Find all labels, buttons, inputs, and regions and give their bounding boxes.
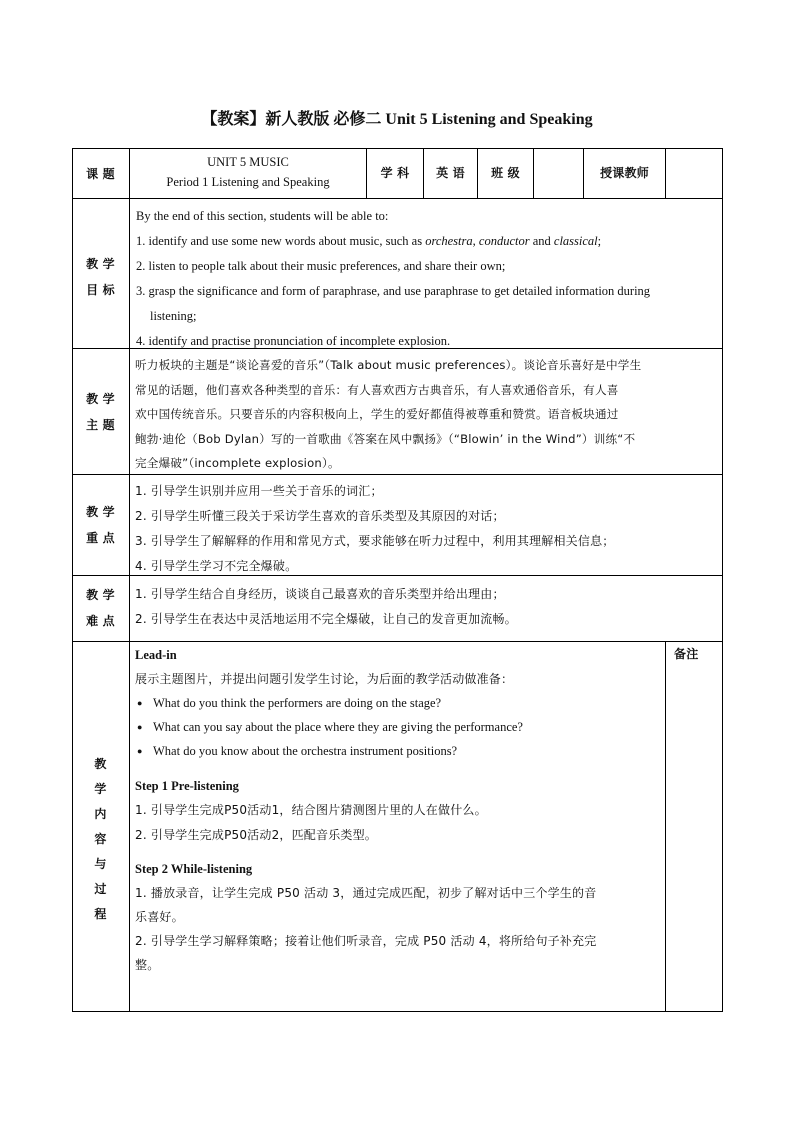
- process-label-char: 教: [94, 757, 107, 771]
- theme-content: [135, 353, 720, 476]
- step2-items: [135, 881, 660, 977]
- process-content: [135, 646, 660, 977]
- column-divider: [665, 148, 666, 198]
- row-divider: [72, 198, 723, 199]
- difficulties-label-1: 教 学: [86, 588, 115, 602]
- objective-item-1: [136, 229, 718, 254]
- key-points-content: [135, 479, 720, 579]
- topic-line-2: Period 1 Listening and Speaking: [166, 175, 330, 189]
- theme-line-5: 完全爆破”（incomplete explosion）。: [135, 456, 340, 470]
- difficulties-label-2: 难 点: [86, 614, 115, 628]
- row-divider: [72, 641, 723, 642]
- theme-line-2: 常见的话题，他们喜欢各种类型的音乐：有人喜欢西方古典音乐，有人喜欢通俗音乐，有人喜: [135, 382, 619, 397]
- difficulty-item: 1. 引导学生结合自身经历，谈谈自己最喜欢的音乐类型并给出理由；: [135, 587, 505, 601]
- key-points-label-2: 重 点: [86, 531, 115, 545]
- key-point-item: 3. 引导学生了解解释的作用和常见方式，要求能够在听力过程中，利用其理解相关信息；: [135, 534, 615, 548]
- keyword-classical: classical: [553, 234, 598, 248]
- objective-item-3b: listening;: [150, 309, 197, 323]
- objectives-label-1: 教 学: [86, 257, 115, 271]
- process-label-char: 容: [94, 832, 107, 846]
- objectives-label-2: 目 标: [86, 283, 115, 297]
- difficulty-item: 2. 引导学生在表达中灵活地运用不完全爆破，让自己的发音更加流畅。: [135, 612, 517, 626]
- question-item: ● What do you know about the orchestra instrument positions?: [135, 739, 660, 763]
- leadin-title: Lead-in: [135, 648, 177, 662]
- separator: ,: [472, 234, 479, 248]
- process-label-char: 学: [94, 782, 107, 796]
- key-point-item: 4. 引导学生学习不完全爆破。: [135, 559, 298, 573]
- topic-value: [130, 152, 366, 192]
- step2-item-2b: 整。: [135, 958, 160, 972]
- theme-line-1: 听力板块的主题是“谈论喜爱的音乐”（Talk about music preferences）。谈论音乐喜好是中学生: [135, 358, 642, 372]
- theme-line-4: 鲍勃·迪伦（Bob Dylan）写的一首歌曲《答案在风中飘扬》（“Blowin’ in the Wind”）训练“不: [135, 431, 636, 446]
- key-point-item: 1. 引导学生识别并应用一些关于音乐的词汇；: [135, 484, 383, 498]
- leadin-description: 展示主题图片，并提出问题引发学生讨论，为后面的教学活动做准备：: [135, 672, 514, 686]
- column-divider: [129, 148, 130, 1012]
- class-label: 班 级: [491, 166, 520, 180]
- step2-item-2a: 2. 引导学生学习解释策略；接着让他们听录音，完成 P50 活动 4，将所给句子补充完: [135, 934, 597, 948]
- topic-line-1: UNIT 5 MUSIC: [207, 155, 289, 169]
- key-points-label-1: 教 学: [86, 505, 115, 519]
- notes-label: 备注: [674, 647, 699, 661]
- process-label-char: 过: [94, 882, 107, 896]
- leadin-questions: [135, 691, 660, 763]
- difficulties-content: [135, 582, 720, 632]
- step2-item-1b: 乐喜好。: [135, 910, 184, 924]
- step1-item: 2. 引导学生完成P50活动2，匹配音乐类型。: [135, 828, 378, 842]
- process-label-char: 程: [94, 907, 107, 921]
- subject-label: 学 科: [380, 166, 410, 180]
- theme-label: [72, 386, 129, 438]
- step1-title: Step 1 Pre-listening: [135, 779, 239, 793]
- step1-items: [135, 798, 660, 848]
- objectives-intro: By the end of this section, students will be able to:: [136, 209, 389, 223]
- objective-item-4: 4. identify and practise pronunciation of incomplete explosion.: [136, 334, 451, 348]
- question-item: ● What can you say about the place where they are giving the performance?: [135, 715, 660, 739]
- question-item: ● What do you think the performers are doing on the stage?: [135, 691, 660, 715]
- objectives-label: [72, 251, 129, 303]
- teacher-label: 授课教师: [600, 166, 649, 180]
- column-divider: [533, 148, 534, 198]
- column-divider: [665, 641, 666, 1012]
- keyword-conductor: conductor: [478, 234, 530, 248]
- objectives-content: [136, 204, 718, 354]
- process-label-char: 内: [94, 807, 107, 821]
- step1-item: 1. 引导学生完成P50活动1，结合图片猜测图片里的人在做什么。: [135, 803, 487, 817]
- step2-title: Step 2 While-listening: [135, 862, 253, 876]
- objective-item-1-text: 1. identify and use some new words about music, such as: [136, 234, 426, 248]
- subject-value: 英 语: [436, 166, 465, 180]
- theme-label-2: 主 题: [86, 418, 115, 432]
- objective-item-2: 2. listen to people talk about their music preferences, and share their own;: [136, 259, 506, 273]
- key-point-item: 2. 引导学生听懂三段关于采访学生喜欢的音乐类型及其原因的对话；: [135, 509, 505, 523]
- difficulties-label: [72, 582, 129, 634]
- topic-label: 课 题: [86, 167, 115, 181]
- theme-label-1: 教 学: [86, 392, 115, 406]
- key-points-label: [72, 499, 129, 551]
- theme-line-3: 欢中国传统音乐。只要音乐的内容积极向上，学生的爱好都值得被尊重和赞赏。语音板块通过: [135, 407, 619, 421]
- process-label: [72, 752, 129, 927]
- process-label-char: 与: [94, 857, 107, 871]
- separator: ;: [597, 234, 602, 248]
- separator: and: [529, 234, 554, 248]
- document-title: 【教案】新人教版 必修二 Unit 5 Listening and Speaking: [201, 111, 593, 128]
- step2-item-1a: 1. 播放录音，让学生完成 P50 活动 3，通过完成匹配，初步了解对话中三个学生的音: [135, 886, 597, 900]
- keyword-orchestra: orchestra: [425, 234, 473, 248]
- objective-item-3a: 3. grasp the significance and form of paraphrase, and use paraphrase to get detailed information during: [136, 284, 651, 298]
